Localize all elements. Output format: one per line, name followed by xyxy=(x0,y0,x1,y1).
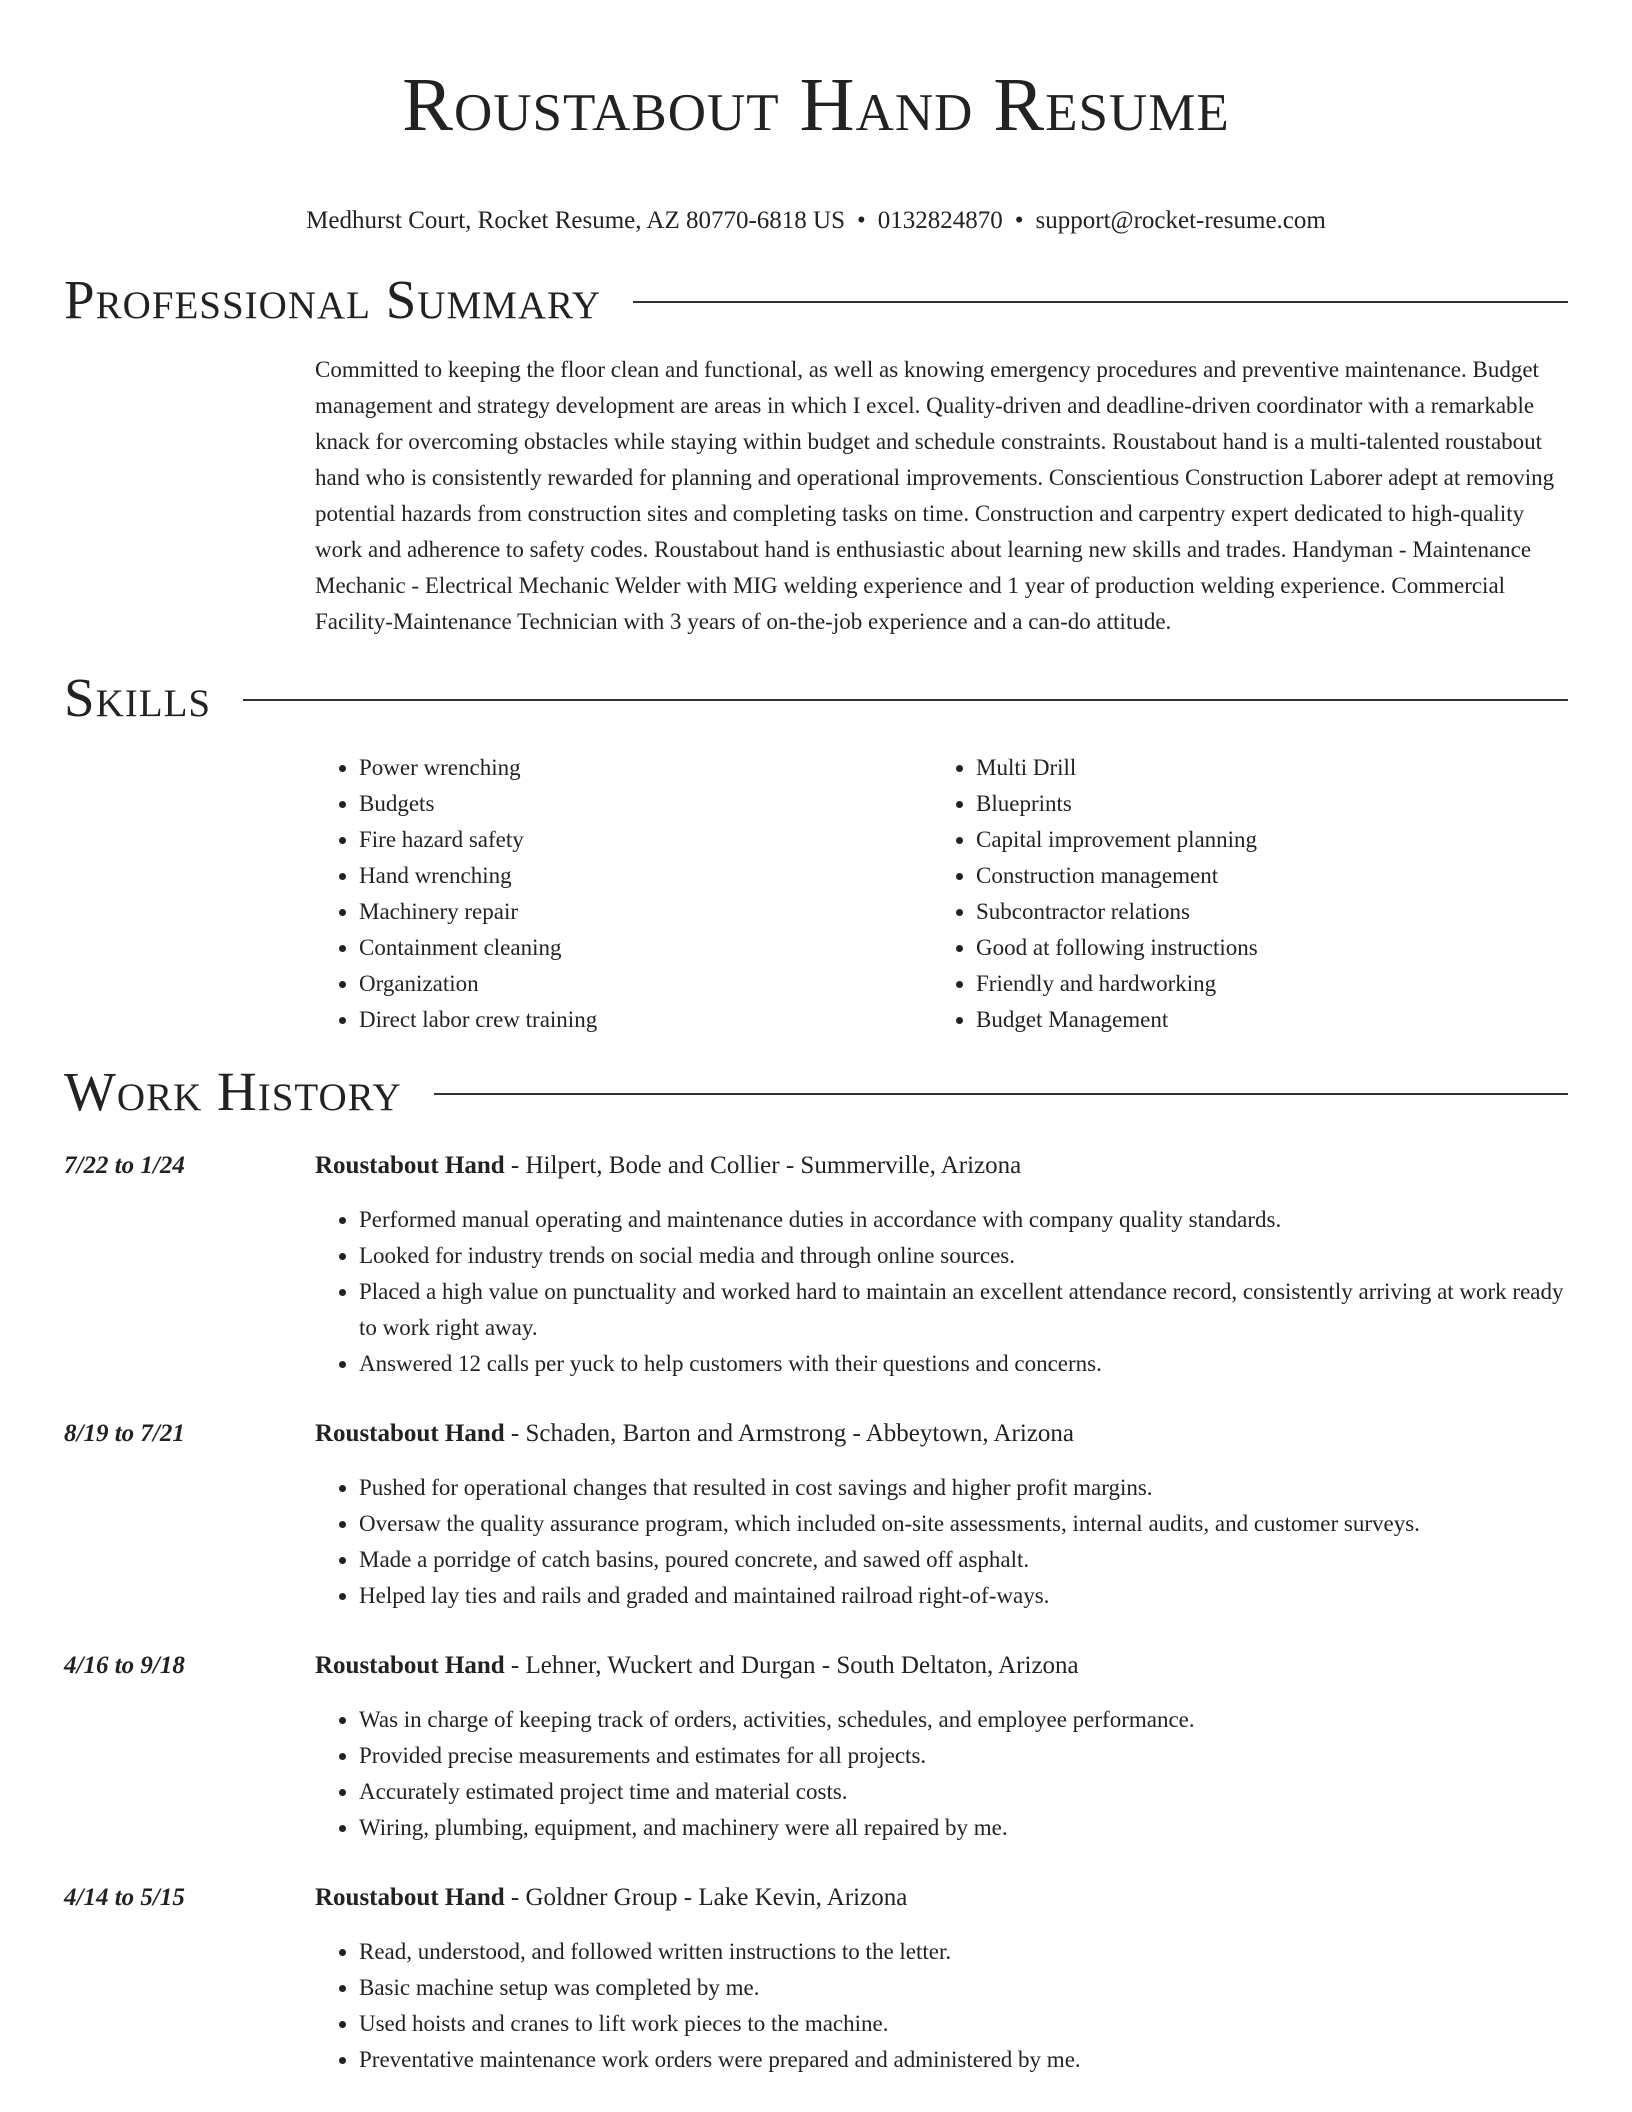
job-dates: 4/16 to 9/18 xyxy=(64,1652,185,1679)
duty-item: • Preventative maintenance work orders were prepared and administered by me. xyxy=(359,2042,1568,2078)
job-heading xyxy=(315,1648,1568,1684)
skill-item: • Containment cleaning xyxy=(359,930,932,966)
job-title: Roustabout Hand xyxy=(315,1652,505,1679)
duty-item: • Read, understood, and followed written instructions to the letter. xyxy=(359,1934,1568,1970)
job-duties xyxy=(315,1702,1568,1846)
job-employer-location: - Lehner, Wuckert and Durgan - South Deltaton, Arizona xyxy=(504,1652,1079,1679)
job-employer-location: - Hilpert, Bode and Collier - Summerville, Arizona xyxy=(504,1152,1022,1179)
skill-item: • Friendly and hardworking xyxy=(976,966,1549,1002)
skill-item: • Machinery repair xyxy=(359,894,932,930)
job-entry xyxy=(64,1648,1568,1846)
job-body xyxy=(315,1416,1568,1614)
skill-item: • Subcontractor relations xyxy=(976,894,1549,930)
duty-item: • Wiring, plumbing, equipment, and machinery were all repaired by me. xyxy=(359,1810,1568,1846)
separator-dot: • xyxy=(1014,207,1024,234)
work-section-header xyxy=(64,1060,1568,1124)
summary-section-header xyxy=(64,268,1568,332)
job-title: Roustabout Hand xyxy=(315,1152,505,1179)
duty-item: • Helped lay ties and rails and graded and maintained railroad right-of-ways. xyxy=(359,1578,1568,1614)
skills-column-right xyxy=(932,750,1549,1038)
skill-item: • Power wrenching xyxy=(359,750,932,786)
duty-item: • Pushed for operational changes that resulted in cost savings and higher profit margins. xyxy=(359,1470,1568,1506)
job-employer-location: - Goldner Group - Lake Kevin, Arizona xyxy=(504,1884,908,1911)
job-body xyxy=(315,1648,1568,1846)
skill-item: • Budget Management xyxy=(976,1002,1549,1038)
job-entry xyxy=(64,1416,1568,1614)
skill-item: • Budgets xyxy=(359,786,932,822)
job-entry xyxy=(64,1880,1568,2078)
section-divider xyxy=(243,699,1568,701)
job-dates: 8/19 to 7/21 xyxy=(64,1420,185,1447)
duty-item: • Accurately estimated project time and material costs. xyxy=(359,1774,1568,1810)
job-dates: 4/14 to 5/15 xyxy=(64,1884,185,1911)
section-divider xyxy=(633,301,1568,303)
job-duties xyxy=(315,1470,1568,1614)
duty-item: • Used hoists and cranes to lift work pieces to the machine. xyxy=(359,2006,1568,2042)
job-heading xyxy=(315,1416,1568,1452)
skills-column-left xyxy=(315,750,932,1038)
duty-item: • Made a porridge of catch basins, poured concrete, and sawed off asphalt. xyxy=(359,1542,1568,1578)
page-title: Roustabout Hand Resume xyxy=(402,63,1230,147)
contact-line xyxy=(64,206,1568,236)
job-heading xyxy=(315,1148,1568,1184)
duty-item: • Looked for industry trends on social media and through online sources. xyxy=(359,1238,1568,1274)
job-employer-location: - Schaden, Barton and Armstrong - Abbeytown, Arizona xyxy=(504,1420,1074,1447)
separator-dot: • xyxy=(857,207,866,234)
job-duties xyxy=(315,1202,1568,1382)
skill-item: • Construction management xyxy=(976,858,1549,894)
section-title-work-history: Work History xyxy=(64,1061,402,1122)
section-title-skills: Skills xyxy=(64,667,212,728)
duty-item: • Basic machine setup was completed by me. xyxy=(359,1970,1568,2006)
job-body xyxy=(315,1148,1568,1382)
skills-section-header xyxy=(64,666,1568,730)
job-title: Roustabout Hand xyxy=(315,1884,505,1911)
skill-item: • Fire hazard safety xyxy=(359,822,932,858)
address: Medhurst Court, Rocket Resume, AZ 80770-6818 US xyxy=(306,207,846,234)
skill-item: • Hand wrenching xyxy=(359,858,932,894)
section-title-summary: Professional Summary xyxy=(64,269,602,330)
job-duties xyxy=(315,1934,1568,2078)
skill-item: • Blueprints xyxy=(976,786,1549,822)
duty-item: • Provided precise measurements and estimates for all projects. xyxy=(359,1738,1568,1774)
duty-item: • Was in charge of keeping track of orders, activities, schedules, and employee performance. xyxy=(359,1702,1568,1738)
section-divider xyxy=(434,1093,1568,1095)
skill-item: • Organization xyxy=(359,966,932,1002)
duty-item: • Performed manual operating and maintenance duties in accordance with company quality standards. xyxy=(359,1202,1568,1238)
job-heading xyxy=(315,1880,1568,1916)
email: support@rocket-resume.com xyxy=(1035,207,1326,234)
job-title: Roustabout Hand xyxy=(315,1420,505,1447)
duty-item: • Oversaw the quality assurance program, which included on-site assessments, internal audits, and customer surveys. xyxy=(359,1506,1568,1542)
skills-list xyxy=(315,750,1568,1038)
skill-item: • Capital improvement planning xyxy=(976,822,1549,858)
skill-item: • Multi Drill xyxy=(976,750,1549,786)
duty-item: • Placed a high value on punctuality and worked hard to maintain an excellent attendance record, consistently arriving at work ready to work right away. xyxy=(359,1274,1568,1346)
summary-text: Committed to keeping the floor clean and functional, as well as knowing emergency procedures and preventive maintenance. Budget management and strategy development are areas in which I excel. Quality-driven and deadline-driven coordinator with a remarkable knack for overcoming obstacles while staying within budget and schedule constraints. Roustabout hand is a multi-talented roustabout hand who is consistently rewarded for planning and operational improvements. Conscientious Construction Laborer adept at removing potential hazards from construction sites and completing tasks on time. Construction and carpentry expert dedicated to high-quality work and adherence to safety codes. Roustabout hand is enthusiastic about learning new skills and trades. Handyman - Maintenance Mechanic - Electrical Mechanic Welder with MIG welding experience and 1 year of production welding experience. Commercial Facility-Maintenance Technician with 3 years of on-the-job experience and a can-do attitude. xyxy=(315,357,1555,634)
skill-item: • Good at following instructions xyxy=(976,930,1549,966)
duty-item: • Answered 12 calls per yuck to help customers with their questions and concerns. xyxy=(359,1346,1568,1382)
skill-item: • Direct labor crew training xyxy=(359,1002,932,1038)
phone: 0132824870 xyxy=(877,207,1003,234)
job-dates: 7/22 to 1/24 xyxy=(64,1152,185,1179)
job-body xyxy=(315,1880,1568,2078)
job-entry xyxy=(64,1148,1568,1382)
